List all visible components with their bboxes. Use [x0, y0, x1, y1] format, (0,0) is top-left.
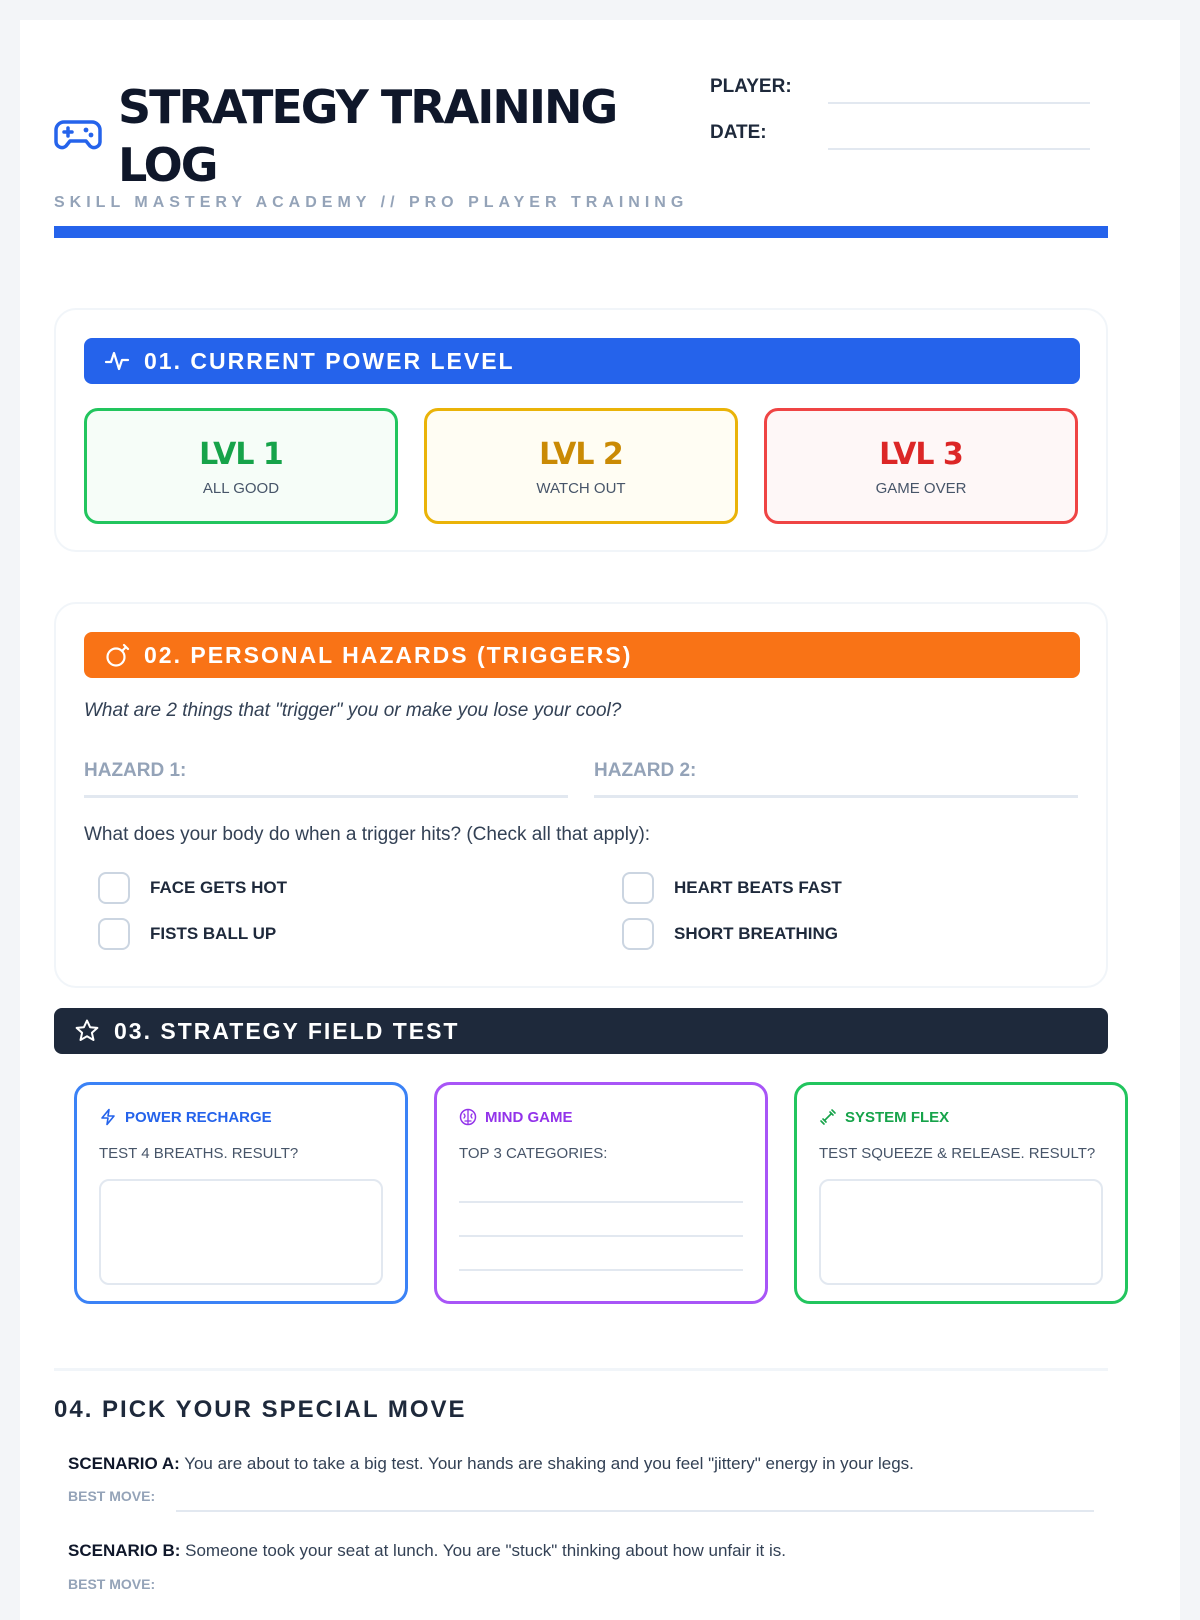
hazard-1-field[interactable]: [84, 746, 568, 798]
page-title: STRATEGY TRAINING LOG: [118, 80, 617, 192]
checkbox-box[interactable]: [622, 872, 654, 904]
power-recharge-title: POWER RECHARGE: [125, 1109, 272, 1126]
level-3-caption: GAME OVER: [875, 480, 967, 497]
hazards-header: [84, 632, 1080, 678]
mind-game-card: [434, 1082, 768, 1304]
lightning-icon: [99, 1108, 117, 1126]
system-flex-heading: [819, 1109, 949, 1126]
power-level-title: 01. CURRENT POWER LEVEL: [144, 348, 515, 374]
level-1-option[interactable]: [84, 408, 398, 524]
mind-game-title: MIND GAME: [485, 1109, 573, 1126]
star-icon: [74, 1018, 100, 1044]
activity-pulse-icon: [104, 348, 130, 374]
level-2-option[interactable]: [424, 408, 738, 524]
power-level-card: [54, 308, 1108, 552]
hazards-title: 02. PERSONAL HAZARDS (TRIGGERS): [144, 642, 633, 668]
header-accent-bar: [54, 226, 1108, 238]
level-2-number: LVL 2: [539, 437, 623, 472]
section-divider: [54, 1368, 1108, 1371]
checkbox-label: SHORT BREATHING: [674, 924, 839, 943]
power-recharge-heading: [99, 1109, 272, 1126]
body-reaction-question: What does your body do when a trigger hits? (Check all that apply):: [84, 824, 651, 845]
checkbox-label: HEART BEATS FAST: [674, 878, 842, 897]
checkbox-box[interactable]: [622, 918, 654, 950]
checkbox-label: FISTS BALL UP: [150, 924, 277, 943]
field-test-title: 03. STRATEGY FIELD TEST: [114, 1018, 460, 1044]
player-field[interactable]: [710, 76, 1110, 116]
checkbox-box[interactable]: [98, 918, 130, 950]
scenario-a-best-move-line[interactable]: [176, 1510, 1094, 1512]
mind-game-heading: [459, 1109, 573, 1126]
scenario-a-label: SCENARIO A:: [68, 1454, 180, 1473]
player-label: PLAYER:: [710, 76, 792, 97]
level-3-option[interactable]: [764, 408, 1078, 524]
category-line-2[interactable]: [459, 1235, 743, 1237]
power-level-header: [84, 338, 1080, 384]
scenario-b: [68, 1541, 786, 1561]
system-flex-card: [794, 1082, 1128, 1304]
mind-game-prompt: TOP 3 CATEGORIES:: [459, 1145, 608, 1162]
date-line[interactable]: [828, 148, 1090, 150]
scenario-a-best-move-label: BEST MOVE:: [68, 1488, 156, 1504]
special-move-title: 04. PICK YOUR SPECIAL MOVE: [54, 1396, 467, 1423]
category-line-3[interactable]: [459, 1269, 743, 1271]
bomb-icon: [104, 642, 130, 668]
checkbox-box[interactable]: [98, 872, 130, 904]
date-field[interactable]: [710, 122, 1110, 162]
date-label: DATE:: [710, 122, 767, 143]
hazards-question: What are 2 things that "trigger" you or make you lose your cool?: [84, 700, 622, 721]
scenario-b-text: Someone took your seat at lunch. You are "stuck" thinking about how unfair it is.: [185, 1541, 786, 1560]
player-line[interactable]: [828, 102, 1090, 104]
level-1-number: LVL 1: [199, 437, 283, 472]
checkbox-label: FACE GETS HOT: [150, 878, 287, 897]
hazard-2-field[interactable]: [594, 746, 1078, 798]
level-3-number: LVL 3: [879, 437, 963, 472]
hazard-2-label: HAZARD 2:: [594, 760, 697, 781]
hazard-1-label: HAZARD 1:: [84, 760, 187, 781]
system-flex-title: SYSTEM FLEX: [845, 1109, 950, 1126]
scenario-a: [68, 1454, 914, 1474]
power-recharge-answer-box[interactable]: [99, 1179, 383, 1285]
system-flex-prompt: TEST SQUEEZE & RELEASE. RESULT?: [819, 1145, 1096, 1162]
power-recharge-prompt: TEST 4 BREATHS. RESULT?: [99, 1145, 299, 1162]
dumbbell-icon: [819, 1108, 837, 1126]
gamepad-icon: [54, 114, 102, 154]
level-1-caption: ALL GOOD: [202, 480, 280, 497]
scenario-b-label: SCENARIO B:: [68, 1541, 181, 1560]
scenario-b-best-move-label: BEST MOVE:: [68, 1576, 156, 1592]
hazards-card: [54, 602, 1108, 988]
page-subtitle: SKILL MASTERY ACADEMY // PRO PLAYER TRAINING: [54, 194, 689, 211]
category-line-1[interactable]: [459, 1201, 743, 1203]
level-2-caption: WATCH OUT: [536, 480, 626, 497]
system-flex-answer-box[interactable]: [819, 1179, 1103, 1285]
scenario-a-text: You are about to take a big test. Your hands are shaking and you feel "jittery" energy in your legs.: [184, 1454, 914, 1473]
power-recharge-card: [74, 1082, 408, 1304]
field-test-header: [54, 1008, 1108, 1054]
brain-icon: [459, 1108, 477, 1126]
